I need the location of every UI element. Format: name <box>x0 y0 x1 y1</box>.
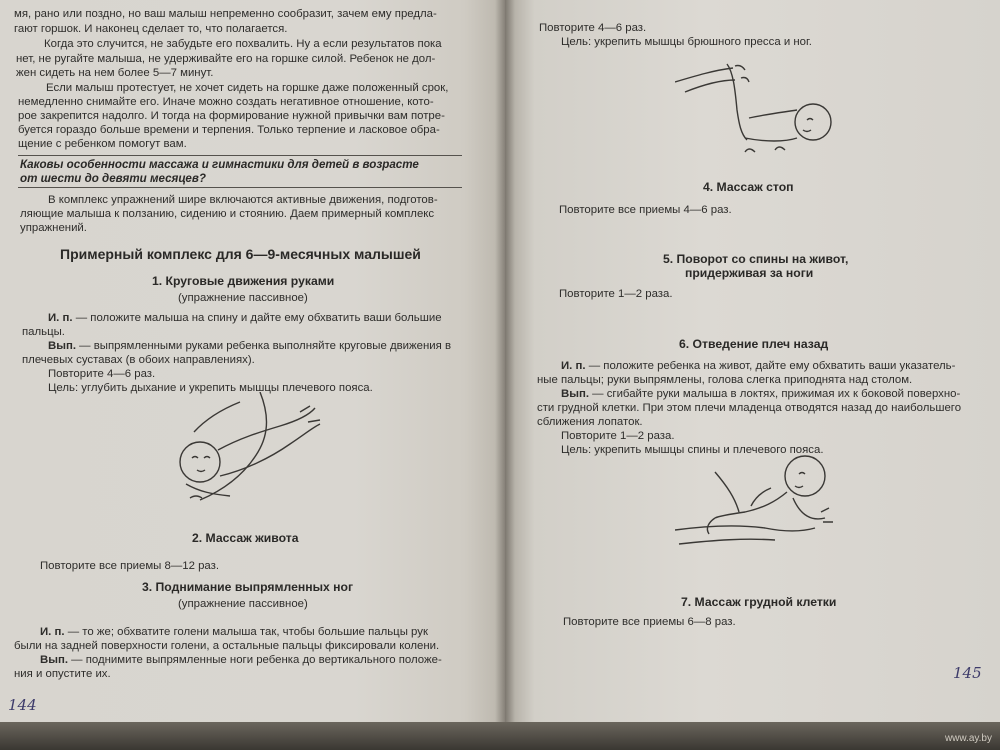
ex5-title: 5. Поворот со спины на живот, <box>663 252 849 266</box>
top-repeat: Повторите 4—6 раз. <box>539 22 647 34</box>
ex3-subtitle: (упражнение пассивное) <box>178 598 308 610</box>
illustration-arm-circles <box>150 392 340 512</box>
page-number-right: 145 <box>953 664 982 682</box>
ex1-repeat: Повторите 4—6 раз. <box>48 368 156 380</box>
page-number-left: 144 <box>8 696 37 714</box>
ex2-repeat: Повторите все приемы 8—12 раз. <box>40 560 220 572</box>
intro-line: нет, не ругайте малыша, не удерживайте его на горшке силой. Ребенок не дол- <box>16 53 436 65</box>
table-edge <box>0 722 1000 750</box>
ex6-vyp-cont: сближения лопаток. <box>537 416 643 428</box>
top-goal: Цель: укрепить мышцы брюшного пресса и ног. <box>561 36 812 48</box>
book-gutter <box>495 0 515 750</box>
ex7-repeat: Повторите все приемы 6—8 раз. <box>563 616 736 628</box>
right-page <box>505 0 1000 750</box>
ex6-repeat: Повторите 1—2 раза. <box>561 430 675 442</box>
intro-line: рое закрепится надолго. И тогда на формирование нужной привычки вам потре- <box>18 110 445 122</box>
ex7-title: 7. Массаж грудной клетки <box>681 595 837 609</box>
ex3-title: 3. Поднимание выпрямленных ног <box>142 580 354 594</box>
illustration-shoulders-back <box>675 452 845 562</box>
ex1-vyp: Вып. — выпрямленными руками ребенка выполняйте круговые движения в <box>48 340 452 352</box>
ex6-ip-cont: ные пальцы; руки выпрямлены, голова слегка приподнята над столом. <box>537 374 913 386</box>
ex3-vyp-cont: ния и опустите их. <box>14 668 111 680</box>
question-heading: от шести до девяти месяцев? <box>20 172 206 185</box>
ex6-ip: И. п. — положите ребенка на живот, дайте ему обхватить ваши указатель- <box>561 360 956 372</box>
ex3-ip: И. п. — то же; обхватите голени малыша так, чтобы большие пальцы рук <box>40 626 428 638</box>
section-title: Примерный комплекс для 6—9-месячных малышей <box>60 246 421 262</box>
ex6-title: 6. Отведение плеч назад <box>679 337 829 351</box>
watermark: www.ay.by <box>944 733 992 744</box>
intro-line: Когда это случится, не забудьте его похвалить. Ну а если результатов пока <box>44 38 442 50</box>
ex6-vyp-cont: сти грудной клетки. При этом плечи младенца отводятся назад до наибольшего <box>537 402 962 414</box>
rule-bottom <box>18 187 462 188</box>
intro-line: немедленно снимайте его. Иначе можно создать негативное отношение, кото- <box>18 96 434 108</box>
intro-line: мя, рано или поздно, но ваш малыш непременно сообразит, зачем ему предла- <box>14 8 437 20</box>
ex5-title-cont: придерживая за ноги <box>685 266 814 280</box>
ex1-title: 1. Круговые движения руками <box>152 274 335 288</box>
rule-top <box>18 155 462 156</box>
ex1-ip-cont: пальцы. <box>22 326 65 338</box>
intro-line: щение с ребенком помогут вам. <box>18 138 187 150</box>
ex2-title: 2. Массаж живота <box>192 531 299 545</box>
intro-line: Если малыш протестует, не хочет сидеть на горшке даже положенный срок, <box>46 82 449 94</box>
complex-intro: ляющие малыша к ползанию, сидению и стоянию. Даем примерный комплекс <box>20 208 435 220</box>
ex3-ip-cont: были на задней поверхности голени, а остальные пальцы фиксировали колени. <box>14 640 440 652</box>
ex6-vyp: Вып. — сгибайте руки малыша в локтях, прижимая их к боковой поверхно- <box>561 388 961 400</box>
question-heading: Каковы особенности массажа и гимнастики для детей в возрасте <box>20 158 419 171</box>
complex-intro: упражнений. <box>20 222 87 234</box>
intro-line: жен сидеть на нем более 5—7 минут. <box>16 67 214 79</box>
intro-line: буется гораздо больше времени и терпения. Только терпение и ласковое обра- <box>18 124 440 136</box>
ex1-vyp-cont: плечевых суставах (в обоих направлениях). <box>22 354 255 366</box>
ex3-vyp: Вып. — поднимите выпрямленные ноги ребенка до вертикального положе- <box>40 654 442 666</box>
ex4-title: 4. Массаж стоп <box>703 180 794 194</box>
ex1-subtitle: (упражнение пассивное) <box>178 292 308 304</box>
ex5-repeat: Повторите 1—2 раза. <box>559 288 673 300</box>
intro-line: гают горшок. И наконец сделает то, что полагается. <box>14 23 288 35</box>
ex1-goal: Цель: углубить дыхание и укрепить мышцы плечевого пояса. <box>48 382 373 394</box>
ex6-goal: Цель: укрепить мышцы спины и плечевого пояса. <box>561 444 824 456</box>
complex-intro: В комплекс упражнений шире включаются активные движения, подготов- <box>48 194 438 206</box>
illustration-leg-raise <box>675 58 835 158</box>
ex4-repeat: Повторите все приемы 4—6 раз. <box>559 204 732 216</box>
ex1-ip: И. п. — положите малыша на спину и дайте ему обхватить ваши большие <box>48 312 442 324</box>
